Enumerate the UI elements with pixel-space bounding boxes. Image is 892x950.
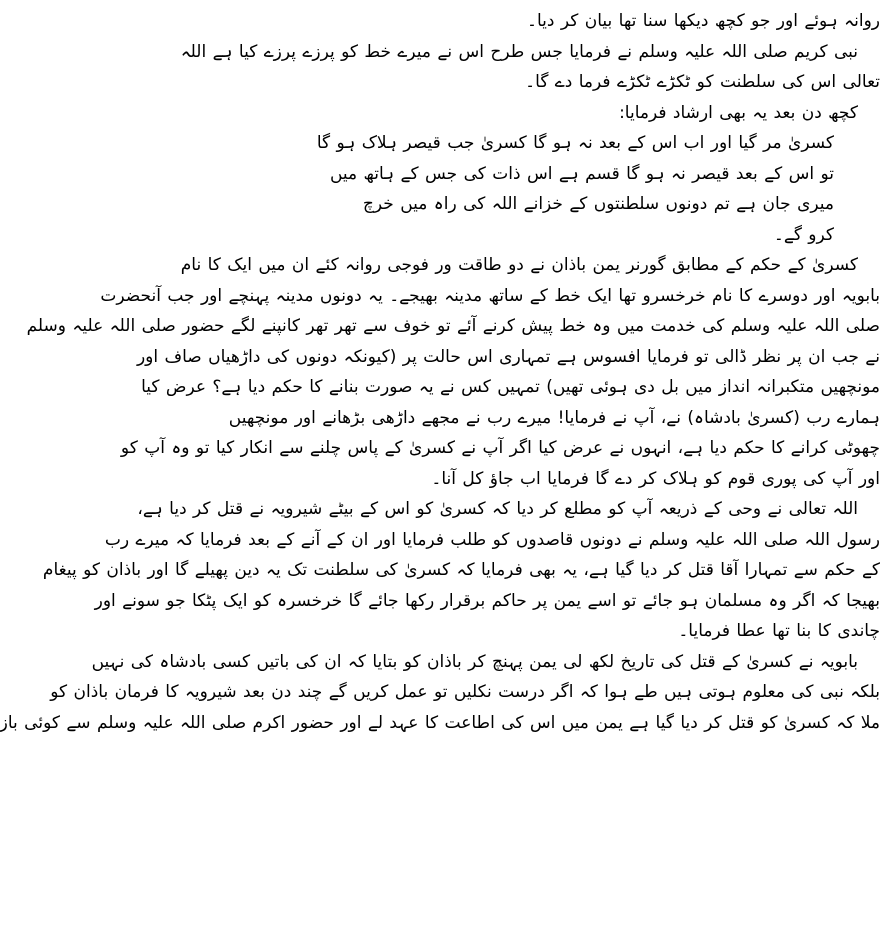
text-line: بابویہ اور دوسرے کا نام خرخسرو تھا ایک خط کے ساتھ مدینہ بھیجے۔ یہ دونوں مدینہ پہنچے اور جب آنحضرت	[100, 285, 880, 306]
text-line: اللہ تعالی نے وحی کے ذریعہ آپ کو مطلع کر دیا کہ کسریٰ کو اس کے بیٹے شیرویہ نے قتل کر دیا ہے،	[137, 499, 858, 519]
paragraph-prophecy	[180, 37, 880, 98]
text-line: ملا کہ کسریٰ کو قتل کر دیا گیا ہے یمن میں اس کی اطاعت کا عہد لے اور حضور اکرم صلی اللہ علیہ وسلم سے کوئی باز	[0, 712, 880, 733]
text-line: روانہ ہوئے اور جو کچھ دیکھا سنا تھا بیان کر دیا۔	[527, 11, 880, 31]
text-line: صلی اللہ علیہ وسلم کی خدمت میں وہ خط پیش کرنے آئے تو خوف سے تھر تھر کانپنے لگے حضور صلی اللہ علیہ وسلم	[26, 316, 880, 336]
text-line: تعالی اس کی سلطنت کو ٹکڑے ٹکڑے فرما دے گا۔	[525, 72, 880, 92]
paragraph-quote	[316, 128, 880, 250]
text-line: میری جان ہے تم دونوں سلطنتوں کے خزانے اللہ کی راہ میں خرچ	[362, 194, 834, 214]
text-line: کسریٰ مر گیا اور اب اس کے بعد نہ ہو گا کسریٰ جب قیصر ہلاک ہو گا	[316, 133, 834, 153]
text-line: بلکہ نبی کی معلوم ہوتی ہیں طے ہوا کہ اگر درست نکلیں تو عمل کریں گے چند دن بعد شیرویہ کا فرمان باذان کو	[50, 682, 880, 702]
paragraph-return	[0, 647, 880, 739]
text-line: اور آپ کی پوری قوم کو ہلاک کر دے گا فرمایا اب جاؤ کل آنا۔	[431, 468, 880, 489]
text-line: رسول اللہ صلی اللہ علیہ وسلم نے دونوں قاصدوں کو طلب فرمایا اور ان کے آنے کے بعد فرمایا کہ میرے رب	[104, 529, 880, 550]
text-line: مونچھیں متکبرانہ انداز میں بل دی ہوئی تھیں) تمہیں کس نے یہ صورت بنانے کا حکم دیا ہے؟ عرض کیا	[141, 377, 880, 397]
text-line: نے جب ان پر نظر ڈالی تو فرمایا افسوس ہے تمہاری اس حالت پر (کیونکہ دونوں کی داڑھیاں صاف اور	[136, 346, 880, 367]
paragraph-envoys	[26, 250, 880, 494]
text-line: بابویہ نے کسریٰ کے قتل کی تاریخ لکھ لی یمن پہنچ کر باذان کو بتایا کہ ان کی باتیں کسی بادشاہ کی نہیں	[91, 651, 858, 672]
paragraph-later-saying	[328, 98, 880, 129]
text-line: بھیجا کہ اگر وہ مسلمان ہو جائے تو اسے یمن پر حاکم برقرار رکھا جائے گا خرخسرہ کو ایک پٹکا جو سونے اور	[94, 590, 880, 611]
text-line: کے حکم سے تمہارا آقا قتل کر دیا گیا ہے، یہ بھی فرمایا کہ کسریٰ کی سلطنت تک یہ دین پھیلے گا اور باذان کو پیغام	[42, 560, 880, 580]
text-line: ہمارے رب (کسریٰ بادشاہ) نے، آپ نے فرمایا! میرے رب نے مجھے داڑھی بڑھانے اور مونچھیں	[228, 407, 880, 428]
paragraph-revelation	[42, 494, 880, 647]
text-line: کرو گے۔	[773, 224, 834, 245]
paragraph-intro	[328, 6, 880, 37]
text-line: کسریٰ کے حکم کے مطابق گورنر یمن باذان نے دو طاقت ور فوجی روانہ کئے ان میں ایک کا نام	[180, 255, 858, 275]
text-line: کچھ دن بعد یہ بھی ارشاد فرمایا:	[619, 102, 858, 123]
text-line: چھوٹی کرانے کا حکم دیا ہے، انہوں نے عرض کیا اگر آپ نے کسریٰ کے پاس چلنے سے انکار کیا تو وہ آپ کو	[120, 438, 880, 458]
text-line: تو اس کے بعد قیصر نہ ہو گا قسم ہے اس ذات کی جس کے ہاتھ میں	[329, 163, 834, 184]
text-line: نبی کریم صلی اللہ علیہ وسلم نے فرمایا جس طرح اس نے میرے خط کو پرزے پرزے کیا ہے اللہ	[180, 41, 858, 62]
text-line: چاندی کا بنا تھا عطا فرمایا۔	[678, 621, 880, 641]
